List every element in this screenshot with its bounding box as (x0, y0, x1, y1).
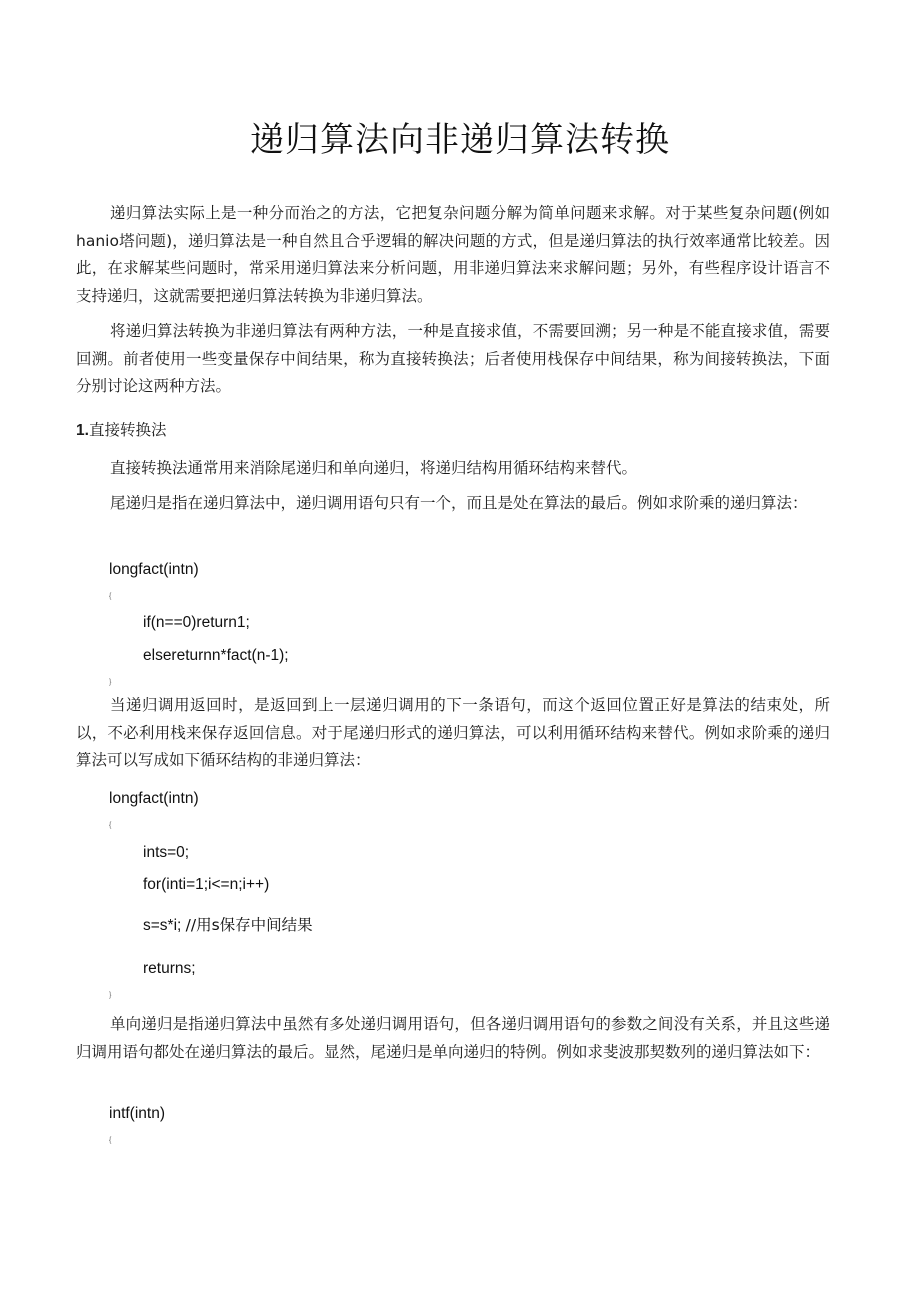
code1-close-brace: } (109, 679, 112, 686)
code3-signature: intf(intn) (109, 1105, 165, 1122)
page-title: 递归算法向非递归算法转换 (250, 120, 670, 160)
code1-signature: longfact(intn) (109, 561, 199, 578)
code1-line-1: if(n==0)return1; (143, 614, 250, 631)
after-code2-paragraph: 单向递归是指递归算法中虽然有多处递归调用语句，但各递归调用语句的参数之间没有关系，并且这些递归调用语句都处在递归算法的最后。显然，尾递归是单向递归的特例。例如求斐波那契数列的递归算法如下： (76, 1015, 830, 1061)
code2-line-3 (143, 915, 313, 936)
section-number: 1. (76, 422, 89, 439)
code3-open-brace: { (109, 1137, 112, 1144)
intro-paragraph-2: 将递归算法转换为非递归算法有两种方法，一种是直接求值，不需要回溯；另一种是不能直接求值，需要回溯。前者使用一些变量保存中间结果，称为直接转换法；后者使用栈保存中间结果，称为间接转换法，下面分别讨论这两种方法。 (76, 322, 830, 395)
code1-line-2: elsereturnn*fact(n-1); (143, 647, 289, 664)
after-code1-paragraph: 当递归调用返回时，是返回到上一层递归调用的下一条语句，而这个返回位置正好是算法的结束处，所以，不必利用栈来保存返回信息。对于尾递归形式的递归算法，可以利用循环结构来替代。例如求阶乘的递归算法可以写成如下循环结构的非递归算法： (76, 696, 830, 769)
code2-signature: longfact(intn) (109, 790, 199, 807)
direct-paragraph-2: 尾递归是指在递归算法中，递归调用语句只有一个，而且是处在算法的最后。例如求阶乘的递归算法： (110, 494, 808, 512)
code2-close-brace: } (109, 992, 112, 999)
code2-line-3-code: s=s*i; (143, 917, 182, 934)
intro-paragraph-1: 递归算法实际上是一种分而治之的方法，它把复杂问题分解为简单问题来求解。对于某些复杂问题(例如hanio塔问题)，递归算法是一种自然且合乎逻辑的解决问题的方式，但是递归算法的执行效率通常比较差。因此，在求解某些问题时，常采用递归算法来分析问题，用非递归算法来求解问题；另外，有些程序设计语言不支持递归，这就需要把递归算法转换为非递归算法。 (76, 204, 830, 305)
section-label: 直接转换法 (88, 421, 167, 439)
code2-line-2: for(inti=1;i<=n;i++) (143, 876, 270, 893)
code2-open-brace: { (109, 822, 112, 829)
code2-line-4: returns; (143, 960, 196, 977)
code1-open-brace: { (109, 593, 112, 600)
code2-line-1: ints=0; (143, 844, 190, 861)
code2-line-3-comment: //用s保存中间结果 (185, 916, 313, 934)
direct-paragraph-1: 直接转换法通常用来消除尾递归和单向递归，将递归结构用循环结构来替代。 (110, 459, 638, 477)
section-heading-direct (76, 418, 166, 443)
